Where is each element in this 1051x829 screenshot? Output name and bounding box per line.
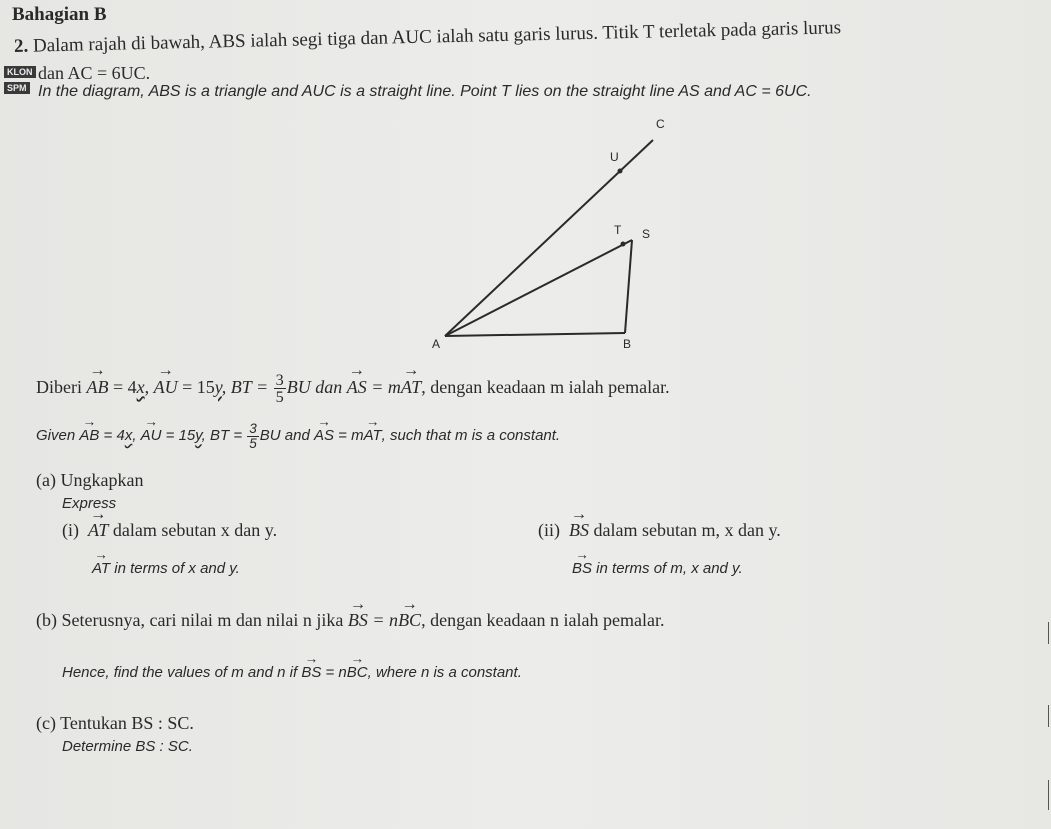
part-b-en: Hence, find the values of m and n if → BS = n→ BC, where n is a constant. [62, 664, 522, 681]
part-a-ms: (a) Ungkapkan [36, 470, 144, 490]
part-b-ms: (b) Seterusnya, cari nilai m dan nilai n jika → BS = n→ BC, dengan keadaan n ialah pemalar. [36, 610, 664, 631]
label-b: B [623, 337, 632, 351]
triangle-diagram [420, 110, 680, 360]
given-en: Given → AB = 4x, → AU = 15y, BT = $\frac{3}{5}$ BU and → AS = m→ AT, such that m is a constant. [36, 422, 560, 450]
label-c: C [656, 117, 665, 131]
part-i-en: → AT in terms of x and y. [92, 560, 240, 577]
part-a-en: Express [62, 495, 117, 512]
margin-line [1048, 705, 1049, 727]
given-ms: Diberi → AB = 4x, → AU = 15y, BT = $\frac{3}{5}$ BU dan → AS = m→ AT, dengan keadaan m ialah pemalar. [36, 372, 670, 405]
question-text-ms-line2: dan AC = 6UC. [38, 63, 151, 83]
part-ii-en: → BS in terms of m, x and y. [572, 560, 743, 577]
line-as [445, 240, 632, 336]
line-bs [625, 240, 632, 333]
label-t: T [614, 223, 622, 237]
line-ab [445, 333, 625, 336]
question-number: 2. [13, 35, 29, 57]
question-text-en: In the diagram, ABS is a triangle and AUC is a straight line. Point T lies on the straight line AS and AC = 6UC. [38, 83, 812, 100]
label-a: A [432, 337, 441, 351]
question-text-ms-line1 [14, 17, 842, 58]
margin-line [1048, 780, 1049, 810]
fraction-three-fifths: $\frac{3}{5}$ [275, 371, 284, 407]
point-t [621, 242, 626, 247]
part-c-ms: (c) Tentukan BS : SC. [36, 713, 194, 733]
spm-tag: SPM [4, 82, 30, 94]
klon-tag: KLON [4, 66, 36, 78]
section-title: Bahagian B [12, 4, 107, 25]
point-u [618, 169, 623, 174]
label-u: U [610, 150, 619, 164]
part-i-ms: (i) → AT dalam sebutan x dan y. [62, 520, 277, 541]
part-ii-ms: (ii) → BS dalam sebutan m, x dan y. [538, 520, 781, 541]
margin-line [1048, 622, 1049, 644]
part-c-en: Determine BS : SC. [62, 738, 193, 755]
label-s: S [642, 227, 651, 241]
question-text-ms: Dalam rajah di bawah, ABS ialah segi tiga dan AUC ialah satu garis lurus. Titik T terletak pada garis lurus [32, 17, 842, 57]
